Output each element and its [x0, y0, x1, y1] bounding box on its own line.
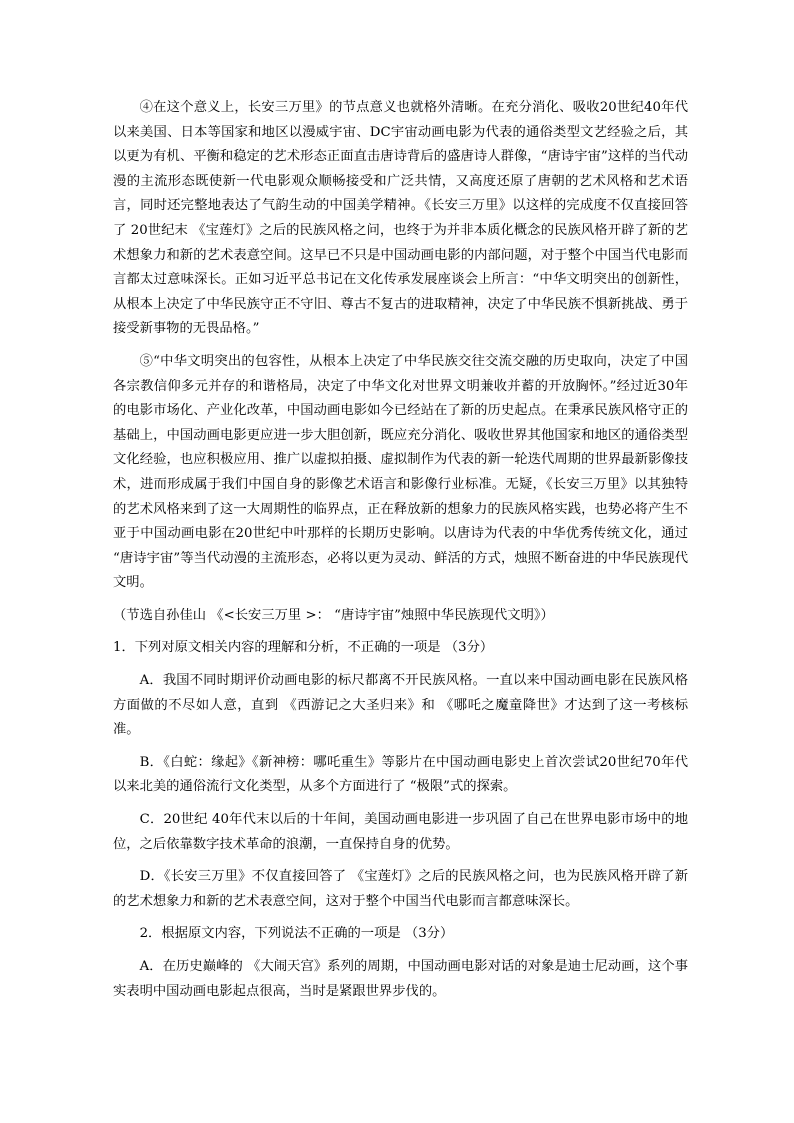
question-2	[113, 922, 688, 1004]
source-citation: （节选自孙佳山 《<长安三万里 >： “唐诗宇宙”烛照中华民族现代文明》）	[113, 607, 554, 623]
question-1-option-c: C．20世纪 40年代末以后的十年间，美国动画电影进一步巩固了自己在世界电影市场中的地位，之后依靠数字技术革命的浪潮，一直保持自身的优势。	[113, 812, 688, 852]
question-1	[113, 636, 688, 914]
paragraph-5: ⑤“中华文明突出的包容性，从根本上决定了中华民族交往交流交融的历史取向，决定了中国各宗教信仰多元并存的和谐格局，决定了中华文化对世界文明兼收并蓄的开放胸怀。”经过近30年的电影市场化、产业化改革，中国动画电影如今已经站在了新的历史起点。在秉承民族风格守正的基础上，中国动画电影更应进一步大胆创新，既应充分消化、吸收世界其他国家和地区的通俗类型文化经验，也应积极应用、推广以虚拟拍摄、虚拟制作为代表的新一轮迭代周期的世界最新影像技术，进而形成属于我们中国自身的影像艺术语言和影像行业标准。无疑，《长安三万里》以其独特的艺术风格来到了这一大周期性的临界点，正在释放新的想象力的民族风格实践，也势必将产生不亚于中国动画电影在20世纪中叶那样的长期历史影响。以唐诗为代表的中华优秀传统文化，通过 “唐诗宇宙”等当代动漫的主流形态，必将以更为灵动、鲜活的方式，烛照不断奋进的中华民族现代文明。	[113, 353, 688, 591]
question-1-stem: 1．下列对原文相关内容的理解和分析，不正确的一项是 （3分）	[113, 640, 494, 656]
question-2-stem: 2．根据原文内容，下列说法不正确的一项是 （3分）	[139, 926, 454, 942]
question-2-option-a: A．在历史巅峰的 《大闹天宫》系列的周期，中国动画电影对话的对象是迪士尼动画，这个事实表明中国动画电影起点很高，当时是紧跟世界步伐的。	[113, 959, 688, 999]
question-1-option-d: D．《长安三万里》不仅直接回答了 《宝莲灯》之后的民族风格之问，也为民族风格开辟了新的艺术想象力和新的艺术表意空间，这对于整个中国当代电影而言都意味深长。	[113, 869, 688, 909]
question-1-option-b: B．《白蛇：缘起》《新神榜：哪吒重生》等影片在中国动画电影史上首次尝试20世纪70年代以来北美的通俗流行文化类型，从多个方面进行了 “极限”式的探索。	[113, 754, 688, 795]
paragraph-4: ④在这个意义上，长安三万里》的节点意义也就格外清晰。在充分消化、吸收20世纪40年代以来美国、日本等国家和地区以漫威宇宙、DC宇宙动画电影为代表的通俗类型文艺经验之后，其以更为有机、平衡和稳定的艺术形态正面直击唐诗背后的盛唐诗人群像，“唐诗宇宙”这样的当代动漫的主流形态既使新一代电影观众顺畅接受和广泛共情，又高度还原了唐朝的艺术风格和艺术语言，同时还完整地表达了气韵生动的中国美学精神。《长安三万里》以这样的完成度不仅直接回答了 20世纪末 《宝莲灯》之后的民族风格之问，也终于为并非本质化概念的民族风格开辟了新的艺术想象力和新的艺术表意空间。这早已不只是中国动画电影的内部问题，对于整个中国当代电影而言都太过意味深长。正如习近平总书记在文化传承发展座谈会上所言：“中华文明突出的创新性，从根本上决定了中华民族守正不守旧、尊古不复古的进取精神，决定了中华民族不惧新挑战、勇于接受新事物的无畏品格。”	[113, 100, 688, 337]
question-1-option-a: A．我国不同时期评价动画电影的标尺都离不开民族风格。一直以来中国动画电影在民族风格方面做的不尽如人意，直到 《西游记之大圣归来》和 《哪吒之魔童降世》才达到了这一考核标准。	[113, 673, 688, 738]
